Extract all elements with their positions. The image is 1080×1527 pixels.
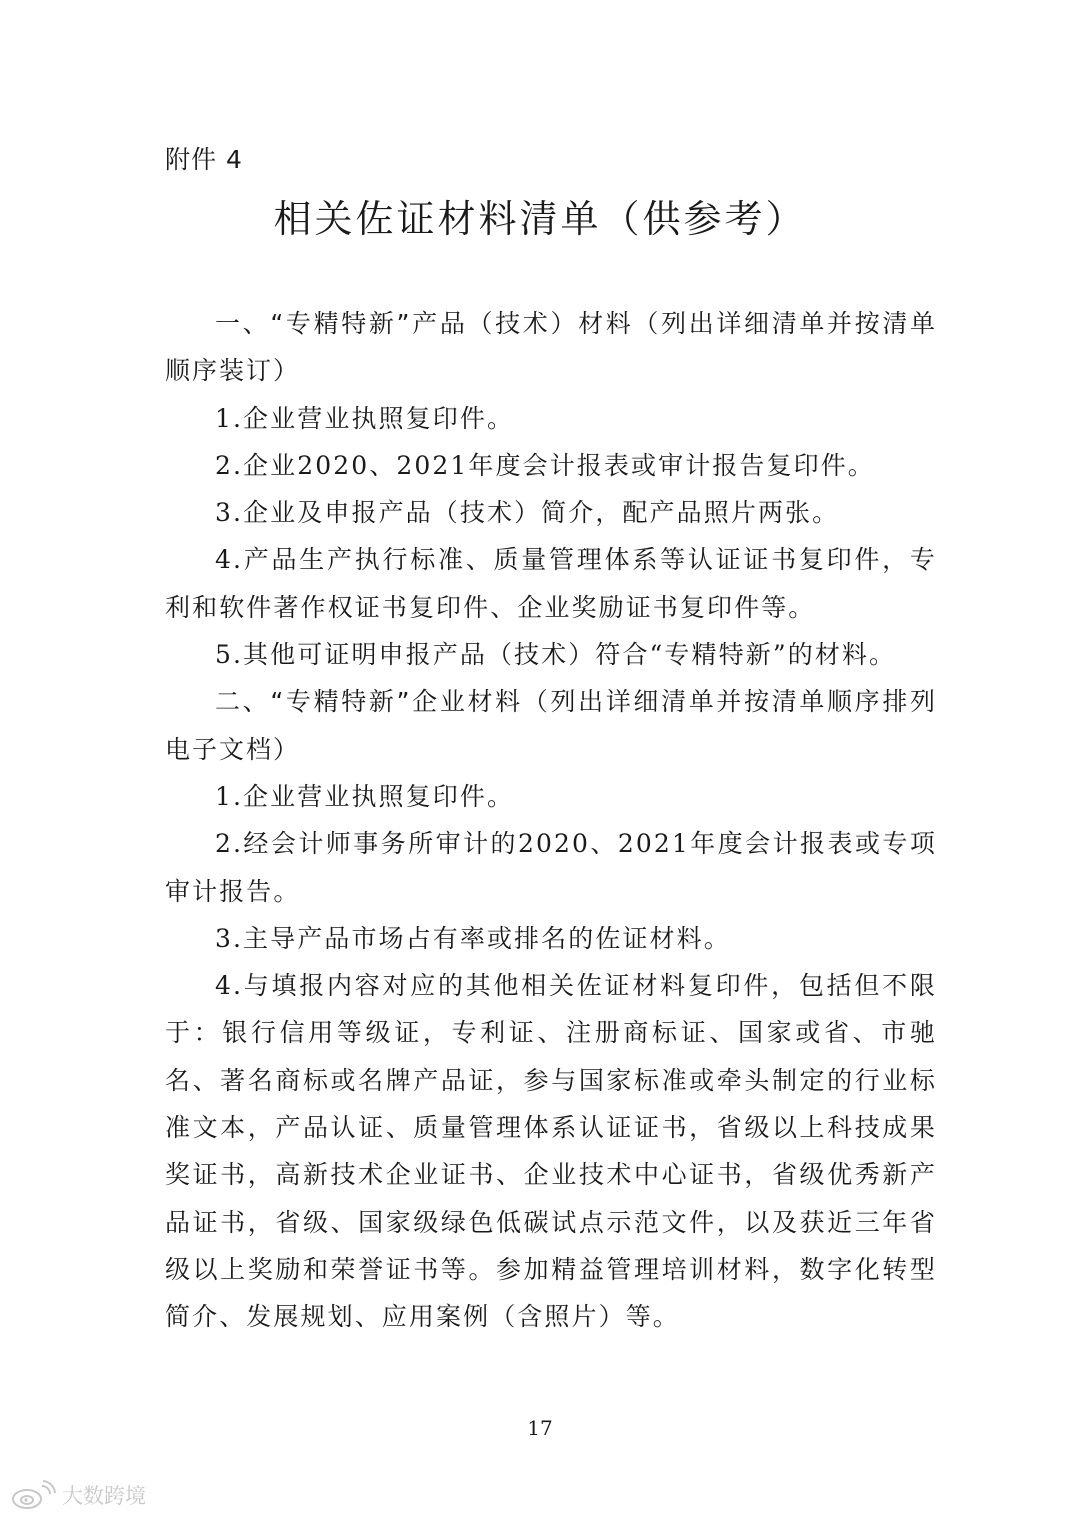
list-item: 2.企业2020、2021年度会计报表或审计报告复印件。 xyxy=(215,450,875,480)
list-item: 4.产品生产执行标准、质量管理体系等认证证书复印件，专利和软件著作权证书复印件、企业奖励证书复印件等。 xyxy=(165,545,937,622)
page-number: 17 xyxy=(527,1416,553,1440)
weibo-logo-icon xyxy=(10,1480,56,1510)
list-item: 5.其他可证明申报产品（技术）符合“专精特新”的材料。 xyxy=(215,640,897,670)
section-heading-1: 一、“专精特新”产品（技术）材料（列出详细清单并按清单顺序装订） xyxy=(165,309,937,386)
document-title: 相关佐证材料清单（供参考） xyxy=(273,197,807,241)
document-body xyxy=(165,300,937,1341)
list-item: 1.企业营业执照复印件。 xyxy=(215,403,515,433)
attachment-label: 附件 4 xyxy=(165,145,243,174)
watermark xyxy=(10,1478,146,1512)
list-item: 4.与填报内容对应的其他相关佐证材料复印件，包括但不限于：银行信用等级证，专利证、注册商标证、国家或省、市驰名、著名商标或名牌产品证，参与国家标准或牵头制定的行业标准文本，产品认证、质量管理体系认证证书，省级以上科技成果奖证书，高新技术企业证书、企业技术中心证书，省级优秀新产品证书，省级、国家级绿色低碳试点示范文件，以及获近三年省级以上奖励和荣誉证书等。参加精益管理培训材料，数字化转型简介、发展规划、应用案例（含照片）等。 xyxy=(165,971,937,1332)
list-item: 3.企业及申报产品（技术）简介，配产品照片两张。 xyxy=(215,498,840,528)
list-item: 3.主导产品市场占有率或排名的佐证材料。 xyxy=(215,923,731,953)
list-item: 2.经会计师事务所审计的2020、2021年度会计报表或专项审计报告。 xyxy=(165,829,937,906)
list-item: 1.企业营业执照复印件。 xyxy=(215,781,515,811)
watermark-text: 大数跨境 xyxy=(62,1484,146,1508)
section-heading-2: 二、“专精特新”企业材料（列出详细清单并按清单顺序排列电子文档） xyxy=(165,687,937,764)
